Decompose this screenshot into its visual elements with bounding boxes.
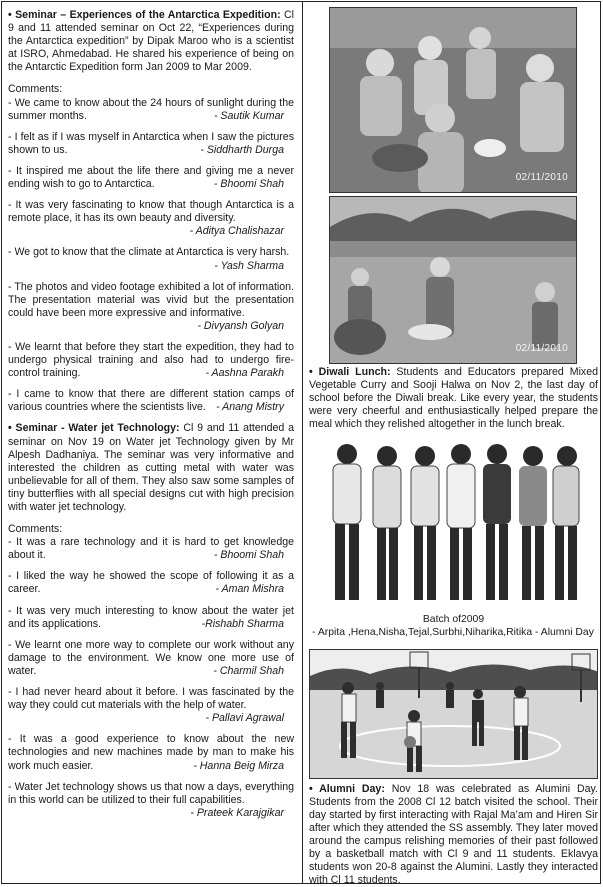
comment-text: - It was a good experience to know about the new technologies and new machines made by man to make his work much easier. [8, 733, 294, 772]
antarctica-seminar-body: Cl 9 and 11 attended seminar on Oct 22, “Experiences during the Antarctica expedition” by Dipak Maroo who is a scientist at ISRO, Ahmedabad. He shared his experience of being on the Antarctic Expedition form Jan 2009 to Mar 2009. [8, 9, 294, 74]
comment [8, 165, 294, 191]
comment [8, 686, 294, 725]
diwali-lunch-body: Students and Educators prepared Mixed Vegetable Curry and Sooji Halwa on Nov 2, the last day of school before the Diwali break. Like every year, the students were very cheerful and enthusiastically helped prepare the meal which they relished altogether in the lunch break. [309, 366, 599, 430]
left-column [8, 9, 294, 828]
comment-author: - Siddharth Durga [200, 143, 284, 156]
comment-author: - Pallavi Agrawal [205, 712, 284, 725]
batch-2009-photo [321, 434, 585, 610]
bullet-icon: • [309, 366, 319, 378]
diwali-lunch-article [309, 366, 598, 431]
photo-illustration [330, 8, 577, 193]
comment-text: - I liked the way he showed the scope of following it as a career. [8, 570, 294, 596]
comment [8, 570, 294, 596]
comment-text: - I had never heard about it before. I was fascinated by the way they could cut materials with the help of water. [8, 686, 294, 712]
comment [8, 246, 294, 272]
comment [8, 341, 294, 380]
photo-illustration [310, 650, 598, 779]
comment-author: - Prateek Karajgikar [190, 806, 284, 819]
comment-author: -Rishabh Sharma [201, 617, 284, 630]
comment-text: - We learnt that before they start the expedition, they had to undergo physical training and also had to undergo fire-control training. [8, 340, 294, 380]
comment-author: - Bhoomi Shah [213, 549, 284, 562]
comment-text: - I came to know that there are different station camps of various countries where the scientists live. [8, 388, 294, 414]
comment-text: - The photos and video footage exhibited a lot of information. The presentation material was vivid but the presentation could have been more expressive and informative. [8, 280, 294, 319]
antarctica-seminar-heading: Seminar – Experiences of the Antarctica Expedition: [15, 9, 281, 21]
antarctica-seminar-intro [8, 9, 294, 74]
comment [8, 781, 294, 820]
waterjet-seminar-body: Cl 9 and 11 attended a seminar on Nov 19 on Water jet Technology given by Mr Alpesh Dadhaniya. The seminar was very informative and interested the children as cutting metal with water was unbelievable for all of them. They also saw some samples of tiny butterflies with all special designs cut with high precision with water jet technology. [8, 422, 294, 513]
comment-author: - Charmil Shah [213, 664, 284, 677]
comment-author: - Aditya Chalishazar [189, 225, 284, 238]
comment-text: - It was very much interesting to know about the water jet and its applications. [8, 604, 294, 630]
comment-text: - It inspired me about the life there and giving me a never ending wish to go to Antarctica. [8, 164, 294, 191]
comment [8, 639, 294, 678]
comment-text: - We got to know that the climate at Antarctica is very harsh. [8, 246, 290, 259]
bullet-icon: • [8, 422, 16, 435]
comment [8, 536, 294, 562]
batch-names-caption: - Arpita ,Hena,Nisha,Tejal,Surbhi,Niharika,Ritika - Alumni Day [312, 627, 594, 638]
comment-author: - Sautik Kumar [213, 109, 284, 122]
comment-author: - Yash Sharma [214, 259, 284, 272]
alumni-day-heading: Alumni Day: [319, 783, 385, 795]
comment-author: - Divyansh Golyan [197, 319, 284, 332]
waterjet-seminar-heading: Seminar - Water jet Technology: [15, 422, 180, 435]
comment [8, 199, 294, 238]
column-divider [302, 1, 303, 884]
comment [8, 733, 294, 772]
comment-author: - Bhoomi Shah [213, 178, 284, 191]
photo-date-stamp: 02/11/2010 [515, 343, 568, 354]
comment-author: - Aashna Parakh [205, 367, 284, 380]
diwali-lunch-heading: Diwali Lunch: [318, 366, 391, 378]
batch-caption: Batch of2009 [422, 614, 485, 625]
comment [8, 605, 294, 631]
comment [8, 97, 294, 123]
photo-illustration [330, 197, 577, 364]
photo-date-stamp: 02/11/2010 [515, 172, 568, 183]
comment [8, 281, 294, 333]
comments-label: Comments: [8, 523, 63, 536]
photo-illustration [321, 434, 585, 610]
comment-author: - Hanna Beig Mirza [193, 759, 284, 772]
comment [8, 388, 294, 414]
comment-text: - I felt as if I was myself in Antarctica when I saw the pictures shown to us. [8, 130, 294, 156]
comment-author: - Anang Mistry [216, 401, 284, 414]
bullet-icon: • [309, 783, 320, 795]
alumni-basketball-photo [309, 649, 598, 779]
comment [8, 131, 294, 157]
comment-author: - Aman Mishra [215, 583, 284, 596]
comment-text: - It was very fascinating to know that though Antarctica is a remote place, it has its own beauty and diversity. [8, 199, 294, 225]
diwali-lunch-photo-2 [329, 196, 577, 364]
waterjet-seminar-intro [8, 422, 294, 514]
diwali-lunch-photo-1 [329, 7, 577, 193]
comment-text: - We learnt one more way to complete our work without any damage to the environment. We know one more use of water. [8, 638, 294, 677]
comment-text: - Water Jet technology shows us that now a days, everything in this world can be utilized to their full capabilities. [8, 780, 294, 806]
alumni-day-article [309, 783, 598, 887]
comments-label: Comments: [8, 83, 63, 96]
alumni-day-body: Nov 18 was celebrated as Alumini Day. Students from the 2008 Cl 12 batch visited the school. Their day started by first interacting with Rajal Ma’am and Hiren Sir after which they attended the SS assembly. They later moved around the campus relishing memories of their past followed by a basketball match with Cl 9 and 11 students. Eklavya students won 20-8 against the Alumini. Lastly they interacted with Cl 11 students. [309, 783, 598, 886]
comment-text: - We came to know about the 24 hours of sunlight during the summer months. [8, 96, 294, 122]
comment-text: - It was a rare technology and it is hard to get knowledge about it. [8, 536, 294, 562]
bullet-icon: • [8, 9, 16, 21]
